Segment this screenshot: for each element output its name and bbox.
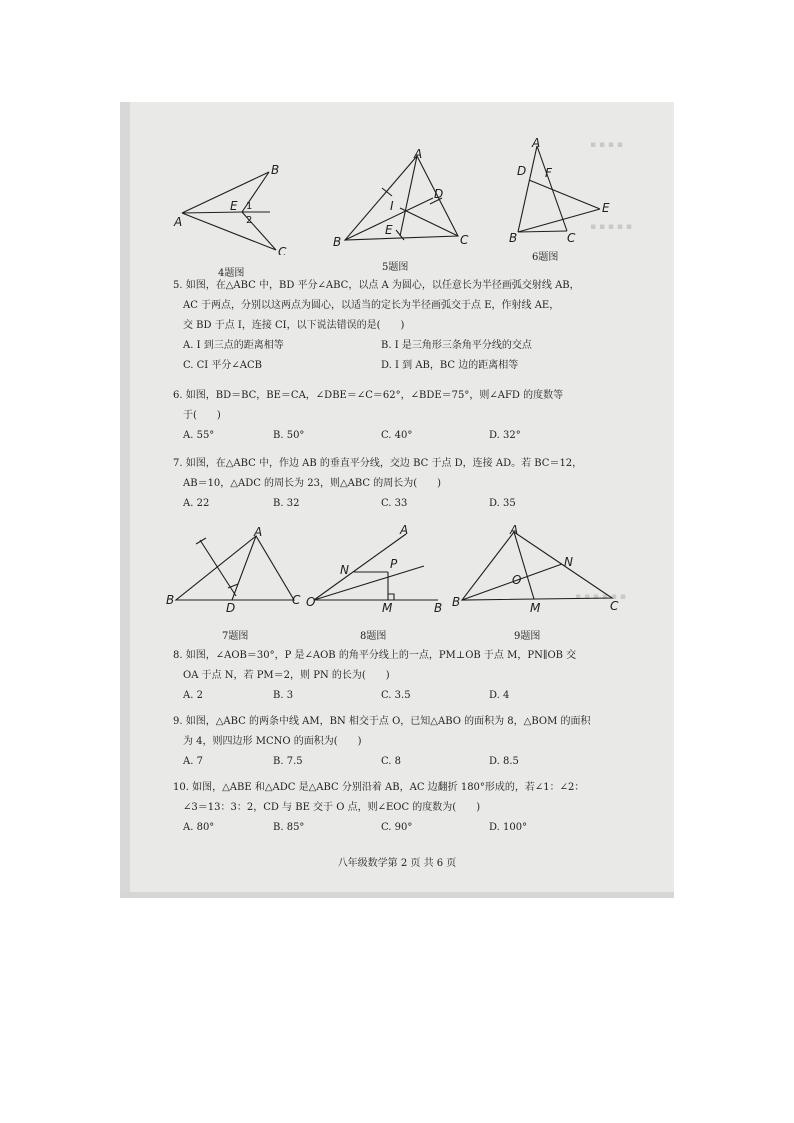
question-9-option-c[interactable]: C. 8 xyxy=(381,756,402,767)
fig9-caption: 9题图 xyxy=(514,631,541,642)
fig4-label-c: C xyxy=(278,245,287,255)
question-6-option-c[interactable]: C. 40° xyxy=(381,430,413,441)
fig4-label-2: 2 xyxy=(246,215,253,226)
fig8-label-b: B xyxy=(434,601,443,612)
bleed-through-mark: ▪ ▪ ▪ ▪ xyxy=(590,140,623,150)
fig5-label-i: I xyxy=(390,199,394,213)
question-7-option-d[interactable]: D. 35 xyxy=(489,498,516,509)
fig6-label-d: D xyxy=(517,164,527,178)
question-7-option-b[interactable]: B. 32 xyxy=(273,498,300,509)
page-footer: 八年级数学第 2 页 共 6 页 xyxy=(337,858,457,869)
figure-8 xyxy=(306,522,446,612)
figure-9 xyxy=(452,522,622,617)
question-10 xyxy=(173,778,623,838)
question-9-option-a[interactable]: A. 7 xyxy=(183,756,203,767)
fig9-label-b: B xyxy=(452,595,461,609)
figure-6 xyxy=(505,132,615,247)
fig7-label-c: C xyxy=(292,593,301,607)
question-5 xyxy=(173,276,623,376)
question-5-option-a[interactable]: A. I 到三点的距离相等 xyxy=(183,340,284,351)
question-9-line-1: 9. 如图，△ABC 的两条中线 AM，BN 相交于点 O，已知△ABO 的面积为 8，△BOM 的面积 xyxy=(173,716,591,727)
question-7-option-a[interactable]: A. 22 xyxy=(183,498,210,509)
fig8-caption: 8题图 xyxy=(360,631,387,642)
fig8-label-a: A xyxy=(400,523,409,537)
fig8-label-m: M xyxy=(382,601,393,612)
fig4-label-b: B xyxy=(271,163,280,177)
fig6-line-de xyxy=(529,180,600,209)
fig6-label-c: C xyxy=(567,231,576,245)
question-5-option-d[interactable]: D. I 到 AB，BC 边的距离相等 xyxy=(381,360,519,371)
fig7-perpendicular-bisector xyxy=(200,540,236,596)
question-7 xyxy=(173,454,623,514)
question-5-line-3: 交 BD 于点 I，连接 CI，以下说法错误的是( ) xyxy=(183,320,405,331)
question-10-line-2: ∠3＝13：3：2，CD 与 BE 交于 O 点，则∠EOC 的度数为( ) xyxy=(183,802,481,813)
question-5-option-b[interactable]: B. I 是三角形三条角平分线的交点 xyxy=(381,340,532,351)
figure-4 xyxy=(172,160,342,255)
fig4-label-a: A xyxy=(174,215,183,229)
fig4-caption: 4题图 xyxy=(218,268,245,279)
fig9-median-am xyxy=(514,532,534,599)
fig6-caption: 6题图 xyxy=(532,252,559,263)
question-9-option-d[interactable]: D. 8.5 xyxy=(489,756,519,767)
bleed-through-mark: ▪ ▪ ▪ ▪ ▪ ▪ xyxy=(575,592,626,602)
question-7-line-2: AB＝10，△ADC 的周长为 23，则△ABC 的周长为( ) xyxy=(183,478,442,489)
question-7-option-c[interactable]: C. 33 xyxy=(381,498,408,509)
fig5-label-b: B xyxy=(333,235,342,248)
question-9-line-2: 为 4，则四边形 MCNO 的面积为( ) xyxy=(183,736,362,747)
fig9-label-n: N xyxy=(564,555,573,569)
fig8-label-o: O xyxy=(306,595,316,609)
question-8-option-d[interactable]: D. 4 xyxy=(489,690,510,701)
fig7-triangle xyxy=(176,536,294,600)
fig5-line-ae xyxy=(400,156,417,236)
fig6-line-bc xyxy=(518,231,567,232)
fig5-label-a: A xyxy=(414,148,423,161)
fig9-label-c: C xyxy=(610,599,619,613)
question-8-option-c[interactable]: C. 3.5 xyxy=(381,690,411,701)
fig7-label-d: D xyxy=(226,601,236,615)
paper-shadow-left xyxy=(120,102,130,898)
fig9-label-o: O xyxy=(512,573,522,587)
fig9-triangle xyxy=(462,532,612,600)
paper-shadow-bottom xyxy=(120,892,674,898)
fig5-label-e: E xyxy=(385,223,393,237)
question-6-line-2: 于( ) xyxy=(183,410,221,421)
fig6-line-be xyxy=(518,209,600,232)
fig7-label-a: A xyxy=(254,525,263,539)
figure-7 xyxy=(166,522,306,617)
fig8-label-n: N xyxy=(340,563,349,577)
fig4-line-ab xyxy=(182,172,269,213)
question-8 xyxy=(173,646,623,706)
fig6-label-b: B xyxy=(509,231,518,245)
question-9 xyxy=(173,712,623,772)
fig7-caption: 7题图 xyxy=(222,631,249,642)
fig6-line-ac xyxy=(537,146,567,231)
question-6-line-1: 6. 如图，BD＝BC，BE＝CA，∠DBE＝∠C＝62°，∠BDE＝75°，则∠AFD 的度数等 xyxy=(173,390,564,401)
question-5-line-1: 5. 如图，在△ABC 中，BD 平分∠ABC，以点 A 为圆心，以任意长为半径画弧交射线 AB， xyxy=(173,280,580,291)
fig9-label-a: A xyxy=(510,523,519,537)
question-6-option-b[interactable]: B. 50° xyxy=(273,430,305,441)
fig8-right-angle xyxy=(388,594,394,600)
exam-paper xyxy=(120,102,674,898)
question-7-line-1: 7. 如图，在△ABC 中，作边 AB 的垂直平分线，交边 BC 于点 D，连接 AD。若 BC＝12， xyxy=(173,458,583,469)
question-10-line-1: 10. 如图，△ABE 和△ADC 是△ABC 分别沿着 AB，AC 边翻折 180°形成的，若∠1：∠2： xyxy=(173,782,585,793)
fig4-label-1: 1 xyxy=(246,201,253,212)
question-8-line-2: OA 于点 N，若 PM＝2，则 PN 的长为( ) xyxy=(183,670,390,681)
fig8-bisector xyxy=(314,566,424,600)
fig9-label-m: M xyxy=(530,601,541,615)
question-5-line-2: AC 于两点，分别以这两点为圆心，以适当的定长为半径画弧交于点 E，作射线 AE， xyxy=(183,300,560,311)
question-8-line-1: 8. 如图，∠AOB＝30°，P 是∠AOB 的角平分线上的一点，PM⊥OB 于点 M，PN∥OB 交 xyxy=(173,650,577,661)
fig5-line-ci xyxy=(400,208,458,236)
fig4-line-ac xyxy=(182,213,276,250)
question-8-option-a[interactable]: A. 2 xyxy=(183,690,203,701)
fig5-label-c: C xyxy=(460,233,469,247)
figure-5 xyxy=(330,148,480,248)
question-6 xyxy=(173,386,623,446)
fig6-label-a: A xyxy=(532,136,541,150)
question-6-option-a[interactable]: A. 55° xyxy=(183,430,215,441)
fig7-label-b: B xyxy=(166,593,175,607)
fig4-label-e: E xyxy=(230,199,238,213)
bleed-through-mark: ▪ ▪ ▪ ▪ ▪ xyxy=(590,222,632,232)
question-9-option-b[interactable]: B. 7.5 xyxy=(273,756,303,767)
fig5-caption: 5题图 xyxy=(382,262,409,273)
fig6-line-ab xyxy=(518,146,537,232)
fig7-arc-mark xyxy=(196,538,206,544)
question-10-option-c[interactable]: C. 90° xyxy=(381,822,413,833)
fig5-label-d: D xyxy=(434,187,444,201)
fig6-label-e: E xyxy=(602,201,610,215)
question-10-option-d[interactable]: D. 100° xyxy=(489,822,528,833)
question-6-option-d[interactable]: D. 32° xyxy=(489,430,521,441)
fig8-label-p: P xyxy=(390,557,398,571)
question-8-option-b[interactable]: B. 3 xyxy=(273,690,294,701)
question-10-option-b[interactable]: B. 85° xyxy=(273,822,305,833)
question-10-option-a[interactable]: A. 80° xyxy=(183,822,215,833)
fig6-label-f: F xyxy=(545,166,552,180)
question-5-option-c[interactable]: C. CI 平分∠ACB xyxy=(183,360,263,371)
